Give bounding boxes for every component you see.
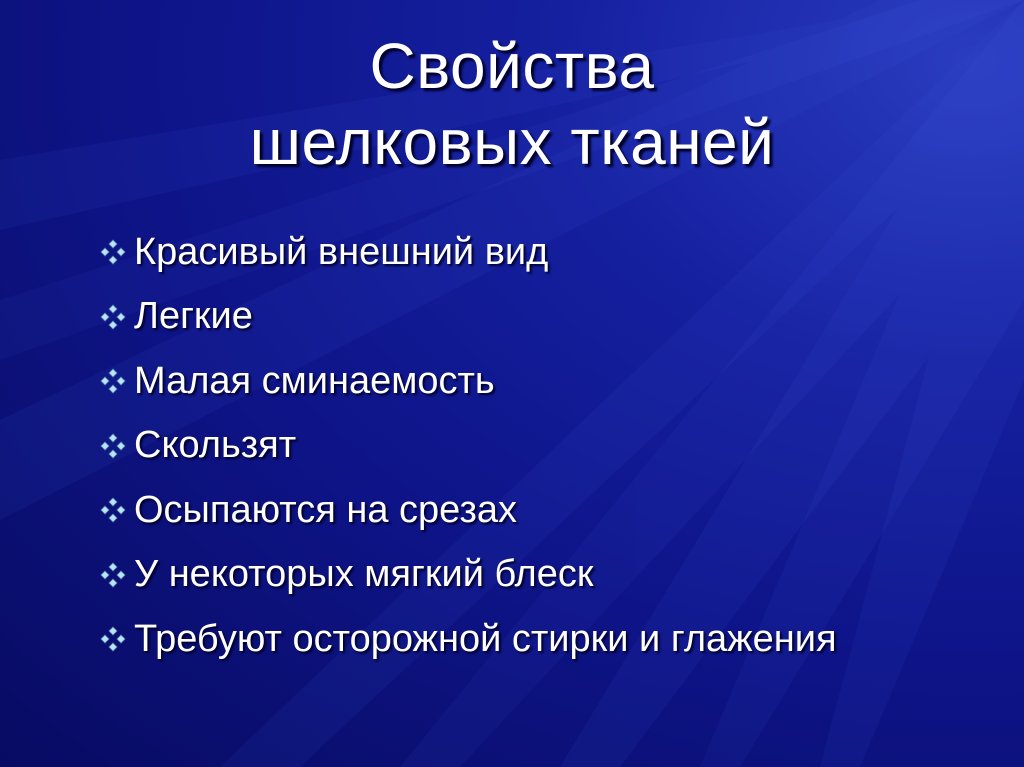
- list-item: [98, 543, 837, 608]
- bullet-text: Малая сминаемость: [134, 359, 495, 402]
- bullet-text: Легкие: [134, 295, 253, 338]
- list-item: [98, 285, 837, 350]
- bullet-text: Красивый внешний вид: [134, 230, 549, 273]
- list-item: [98, 349, 837, 414]
- four-diamond-bullet-icon: [98, 237, 128, 267]
- slide-title: [0, 28, 1024, 180]
- bullet-list: [98, 220, 837, 672]
- bullet-text: Скользят: [134, 424, 297, 467]
- title-line-1: Свойства: [369, 30, 655, 102]
- four-diamond-bullet-icon: [98, 431, 128, 461]
- four-diamond-bullet-icon: [98, 302, 128, 332]
- bullet-text: Требуют осторожной стирки и глажения: [134, 617, 837, 660]
- four-diamond-bullet-icon: [98, 366, 128, 396]
- list-item: [98, 220, 837, 285]
- list-item: [98, 607, 837, 672]
- four-diamond-bullet-icon: [98, 624, 128, 654]
- bullet-text: Осыпаются на срезах: [134, 488, 518, 531]
- bullet-text: У некоторых мягкий блеск: [134, 553, 594, 596]
- list-item: [98, 414, 837, 479]
- four-diamond-bullet-icon: [98, 495, 128, 525]
- list-item: [98, 478, 837, 543]
- four-diamond-bullet-icon: [98, 560, 128, 590]
- title-line-2: шелковых тканей: [249, 106, 775, 178]
